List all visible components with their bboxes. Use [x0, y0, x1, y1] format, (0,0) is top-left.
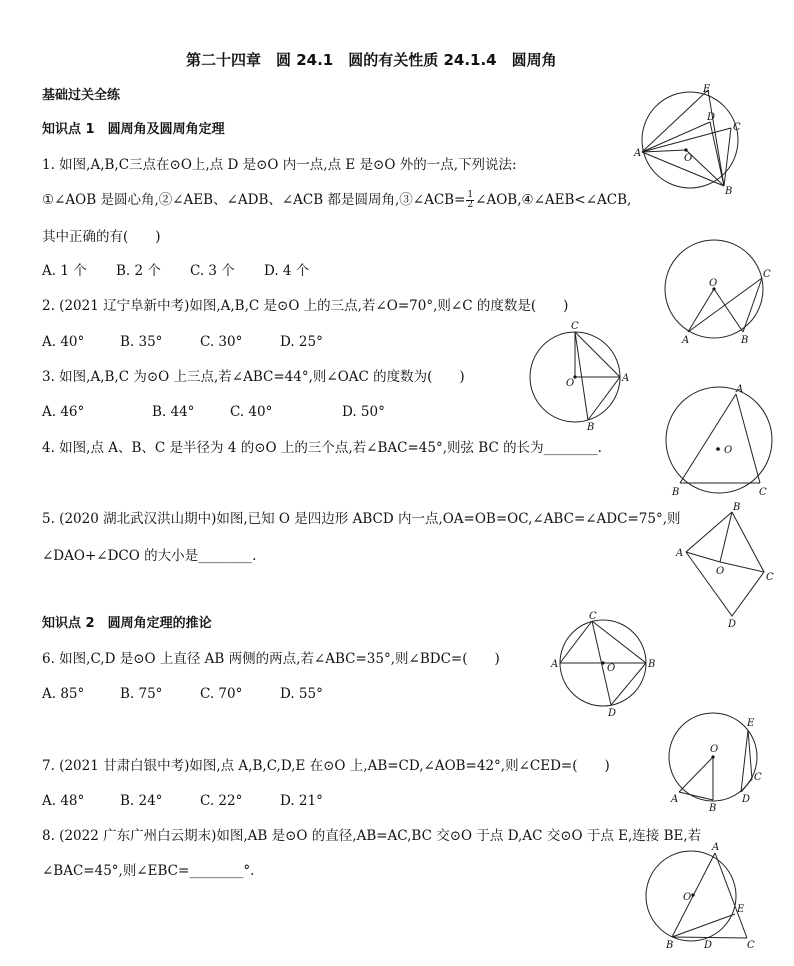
question-8-line-2: ∠BAC=45°,则∠EBC=________°. [42, 863, 255, 879]
option-d[interactable]: D. 25° [280, 334, 323, 350]
label-c: C [747, 940, 755, 951]
option-b[interactable]: B. 44° [152, 404, 195, 420]
label-d: D [742, 794, 751, 805]
option-b[interactable]: B. 2 个 [116, 263, 161, 279]
fraction-denominator: 2 [467, 200, 474, 210]
question-4: 4. 如图,点 A、B、C 是半径为 4 的⊙O 上的三个点,若∠BAC=45°,则弦 BC 的长为________. [42, 440, 602, 456]
label-a: A [634, 148, 642, 159]
figure-6-diagram [551, 608, 665, 719]
label-a: A [736, 384, 744, 395]
question-2-options [42, 334, 323, 350]
question-1-text-a: ①∠AOB 是圆心角,②∠AEB、∠ADB、∠ACB 都是圆周角,③∠ACB= [42, 192, 466, 208]
question-1-line-1: 1. 如图,A,B,C三点在⊙O上,点 D 是⊙O 内一点,点 E 是⊙O 外的一点,下列说法: [42, 157, 517, 173]
label-o: O [724, 445, 733, 456]
label-b: B [741, 335, 749, 346]
label-b: B [672, 487, 680, 498]
question-7: 7. (2021 甘肃白银中考)如图,点 A,B,C,D,E 在⊙O 上,AB=CD,∠AOB=42°,则∠CED=( ) [42, 758, 610, 774]
label-c: C [571, 321, 579, 332]
label-c: C [759, 487, 767, 498]
option-b[interactable]: B. 24° [120, 793, 163, 809]
option-c[interactable]: C. 22° [200, 793, 243, 809]
fraction-half [466, 191, 474, 210]
label-e: E [737, 904, 745, 915]
question-6-options [42, 686, 323, 702]
knowledge-point-2: 知识点 2 圆周角定理的推论 [42, 616, 212, 631]
question-5-line-2: ∠DAO+∠DCO 的大小是________. [42, 548, 257, 564]
option-a[interactable]: A. 46° [42, 404, 85, 420]
question-7-options [42, 793, 323, 809]
label-b: B [666, 940, 674, 951]
option-c[interactable]: C. 40° [230, 404, 273, 420]
option-a[interactable]: A. 1 个 [42, 263, 87, 279]
option-b[interactable]: B. 75° [120, 686, 163, 702]
figure-2-diagram [660, 240, 780, 350]
option-d[interactable]: D. 50° [342, 404, 385, 420]
figure-4-diagram [660, 380, 785, 500]
label-d: D [707, 112, 716, 123]
label-b: B [648, 659, 656, 670]
label-d: D [704, 940, 713, 951]
option-c[interactable]: C. 30° [200, 334, 243, 350]
label-a: A [551, 659, 559, 670]
question-1-line-2 [42, 191, 631, 210]
option-a[interactable]: A. 40° [42, 334, 85, 350]
label-o: O [684, 153, 693, 164]
question-3-options [42, 404, 385, 420]
option-c[interactable]: C. 70° [200, 686, 243, 702]
question-8-line-1: 8. (2022 广东广州白云期末)如图,AB 是⊙O 的直径,AB=AC,BC 交⊙O 于点 D,AC 交⊙O 于点 E,连接 BE,若 [42, 828, 702, 844]
label-b: B [733, 502, 741, 513]
question-1-text-b: ∠AOB,④∠AEB<∠ACB, [475, 192, 632, 208]
figure-5-diagram [672, 500, 784, 630]
section-heading: 基础过关全练 [42, 88, 121, 103]
label-c: C [766, 572, 774, 583]
label-e: E [703, 84, 711, 95]
label-o: O [566, 378, 575, 389]
label-a: A [682, 335, 690, 346]
label-c: C [763, 269, 771, 280]
question-5-line-1: 5. (2020 湖北武汉洪山期中)如图,已知 O 是四边形 ABCD 内一点,OA=OB=OC,∠ABC=∠ADC=75°,则 [42, 511, 681, 527]
label-a: A [671, 794, 679, 805]
option-d[interactable]: D. 4 个 [264, 263, 310, 279]
label-o: O [716, 566, 725, 577]
question-6: 6. 如图,C,D 是⊙O 上直径 AB 两侧的两点,若∠ABC=35°,则∠BDC=( ) [42, 651, 500, 667]
label-o: O [710, 744, 719, 755]
label-o: O [607, 663, 616, 674]
knowledge-point-1: 知识点 1 圆周角及圆周角定理 [42, 122, 225, 137]
question-3: 3. 如图,A,B,C 为⊙O 上三点,若∠ABC=44°,则∠OAC 的度数为( ) [42, 369, 465, 385]
label-a: A [712, 842, 720, 853]
option-d[interactable]: D. 21° [280, 793, 323, 809]
question-1-options [42, 263, 309, 279]
label-d: D [728, 619, 737, 630]
label-o: O [683, 892, 692, 903]
figure-1-diagram [630, 80, 750, 200]
label-c: C [589, 611, 597, 622]
label-c: C [754, 772, 762, 783]
option-b[interactable]: B. 35° [120, 334, 163, 350]
label-c: C [733, 122, 741, 133]
figure-7-diagram [665, 712, 775, 812]
label-o: O [709, 278, 718, 289]
label-a: A [622, 373, 630, 384]
label-b: B [587, 422, 595, 433]
question-2: 2. (2021 辽宁阜新中考)如图,A,B,C 是⊙O 上的三点,若∠O=70°,则∠C 的度数是( ) [42, 298, 569, 314]
label-d: D [608, 708, 617, 719]
option-a[interactable]: A. 48° [42, 793, 85, 809]
option-c[interactable]: C. 3 个 [190, 263, 235, 279]
figure-8-diagram [640, 840, 760, 958]
label-b: B [725, 186, 733, 197]
question-1-line-3: 其中正确的有( ) [42, 229, 161, 245]
option-a[interactable]: A. 85° [42, 686, 85, 702]
option-d[interactable]: D. 55° [280, 686, 323, 702]
figure-3-diagram [525, 320, 635, 433]
fraction-numerator: 1 [467, 190, 474, 200]
label-b: B [709, 803, 717, 814]
label-a: A [676, 548, 684, 559]
page-title: 第二十四章 圆 24.1 圆的有关性质 24.1.4 圆周角 [186, 51, 557, 69]
label-e: E [747, 718, 755, 729]
